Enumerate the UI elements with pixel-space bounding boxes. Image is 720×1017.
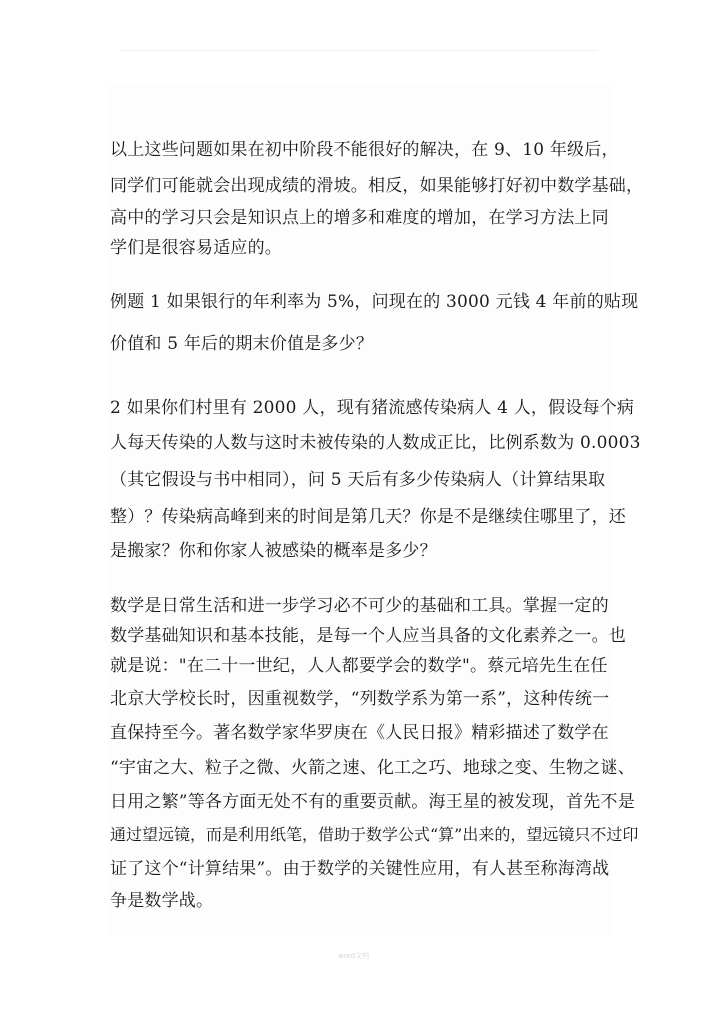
footer-watermark: word文档 (338, 952, 370, 960)
text-line: 通过望远镜，而是利用纸笔，借助于数学公式“算”出来的，望远镜只不过印 (110, 825, 639, 844)
text-line: 证了这个“计算结果”。由于数学的关键性应用，有人甚至称海湾战 (110, 859, 610, 879)
text-line: 以上这些问题如果在初中阶段不能很好的解决，在 9、10 年级后， (110, 140, 619, 160)
text-line: 价值和 5 年后的期末价值是多少？ (110, 334, 374, 354)
text-line: 同学们可能就会出现成绩的滑坡。相反，如果能够打好初中数学基础， (110, 176, 644, 196)
text-line: （其它假设与书中相同），问 5 天后有多少传染病人（计算结果取 (110, 470, 606, 490)
text-line: 整）？传染病高峰到来的时间是第几天？你是不是继续住哪里了，还 (110, 507, 626, 527)
text-line: 日用之繁”等各方面无处不有的重要贡献。海王星的被发现，首先不是 (110, 792, 635, 812)
text-line: “宇宙之大、粒子之微、火箭之速、化工之巧、地球之变、生物之谜、 (110, 758, 635, 778)
header-rule (120, 50, 598, 51)
text-line: 例题 1 如果银行的年利率为 5%，问现在的 3000 元钱 4 年前的贴现 (110, 292, 639, 312)
text-line: 北京大学校长时，因重视数学，“列数学系为第一系”，这种传统一 (110, 689, 610, 709)
text-line: 直保持至今。著名数学家华罗庚在《人民日报》精彩描述了数学在 (110, 723, 609, 743)
text-line: 数学基础知识和基本技能，是每一个人应当具备的文化素养之一。也 (110, 626, 626, 646)
text-line: 2 如果你们村里有 2000 人，现有猪流感传染病人 4 人，假设每个病 (110, 398, 635, 418)
text-line: 争是数学战。 (110, 891, 214, 911)
text-line: 人每天传染的人数与这时未被传染的人数成正比，比例系数为 0.0003 (110, 433, 641, 453)
text-line: 高中的学习只会是知识点上的增多和难度的增加，在学习方法上同 (110, 208, 609, 228)
text-line: 是搬家？你和你家人被感染的概率是多少？ (110, 541, 437, 561)
text-line: 就是说："在二十一世纪，人人都要学会的数学"。蔡元培先生在任 (110, 656, 608, 676)
text-line: 学们是很容易适应的。 (110, 238, 282, 258)
text-line: 数学是日常生活和进一步学习必不可少的基础和工具。掌握一定的 (110, 596, 609, 616)
